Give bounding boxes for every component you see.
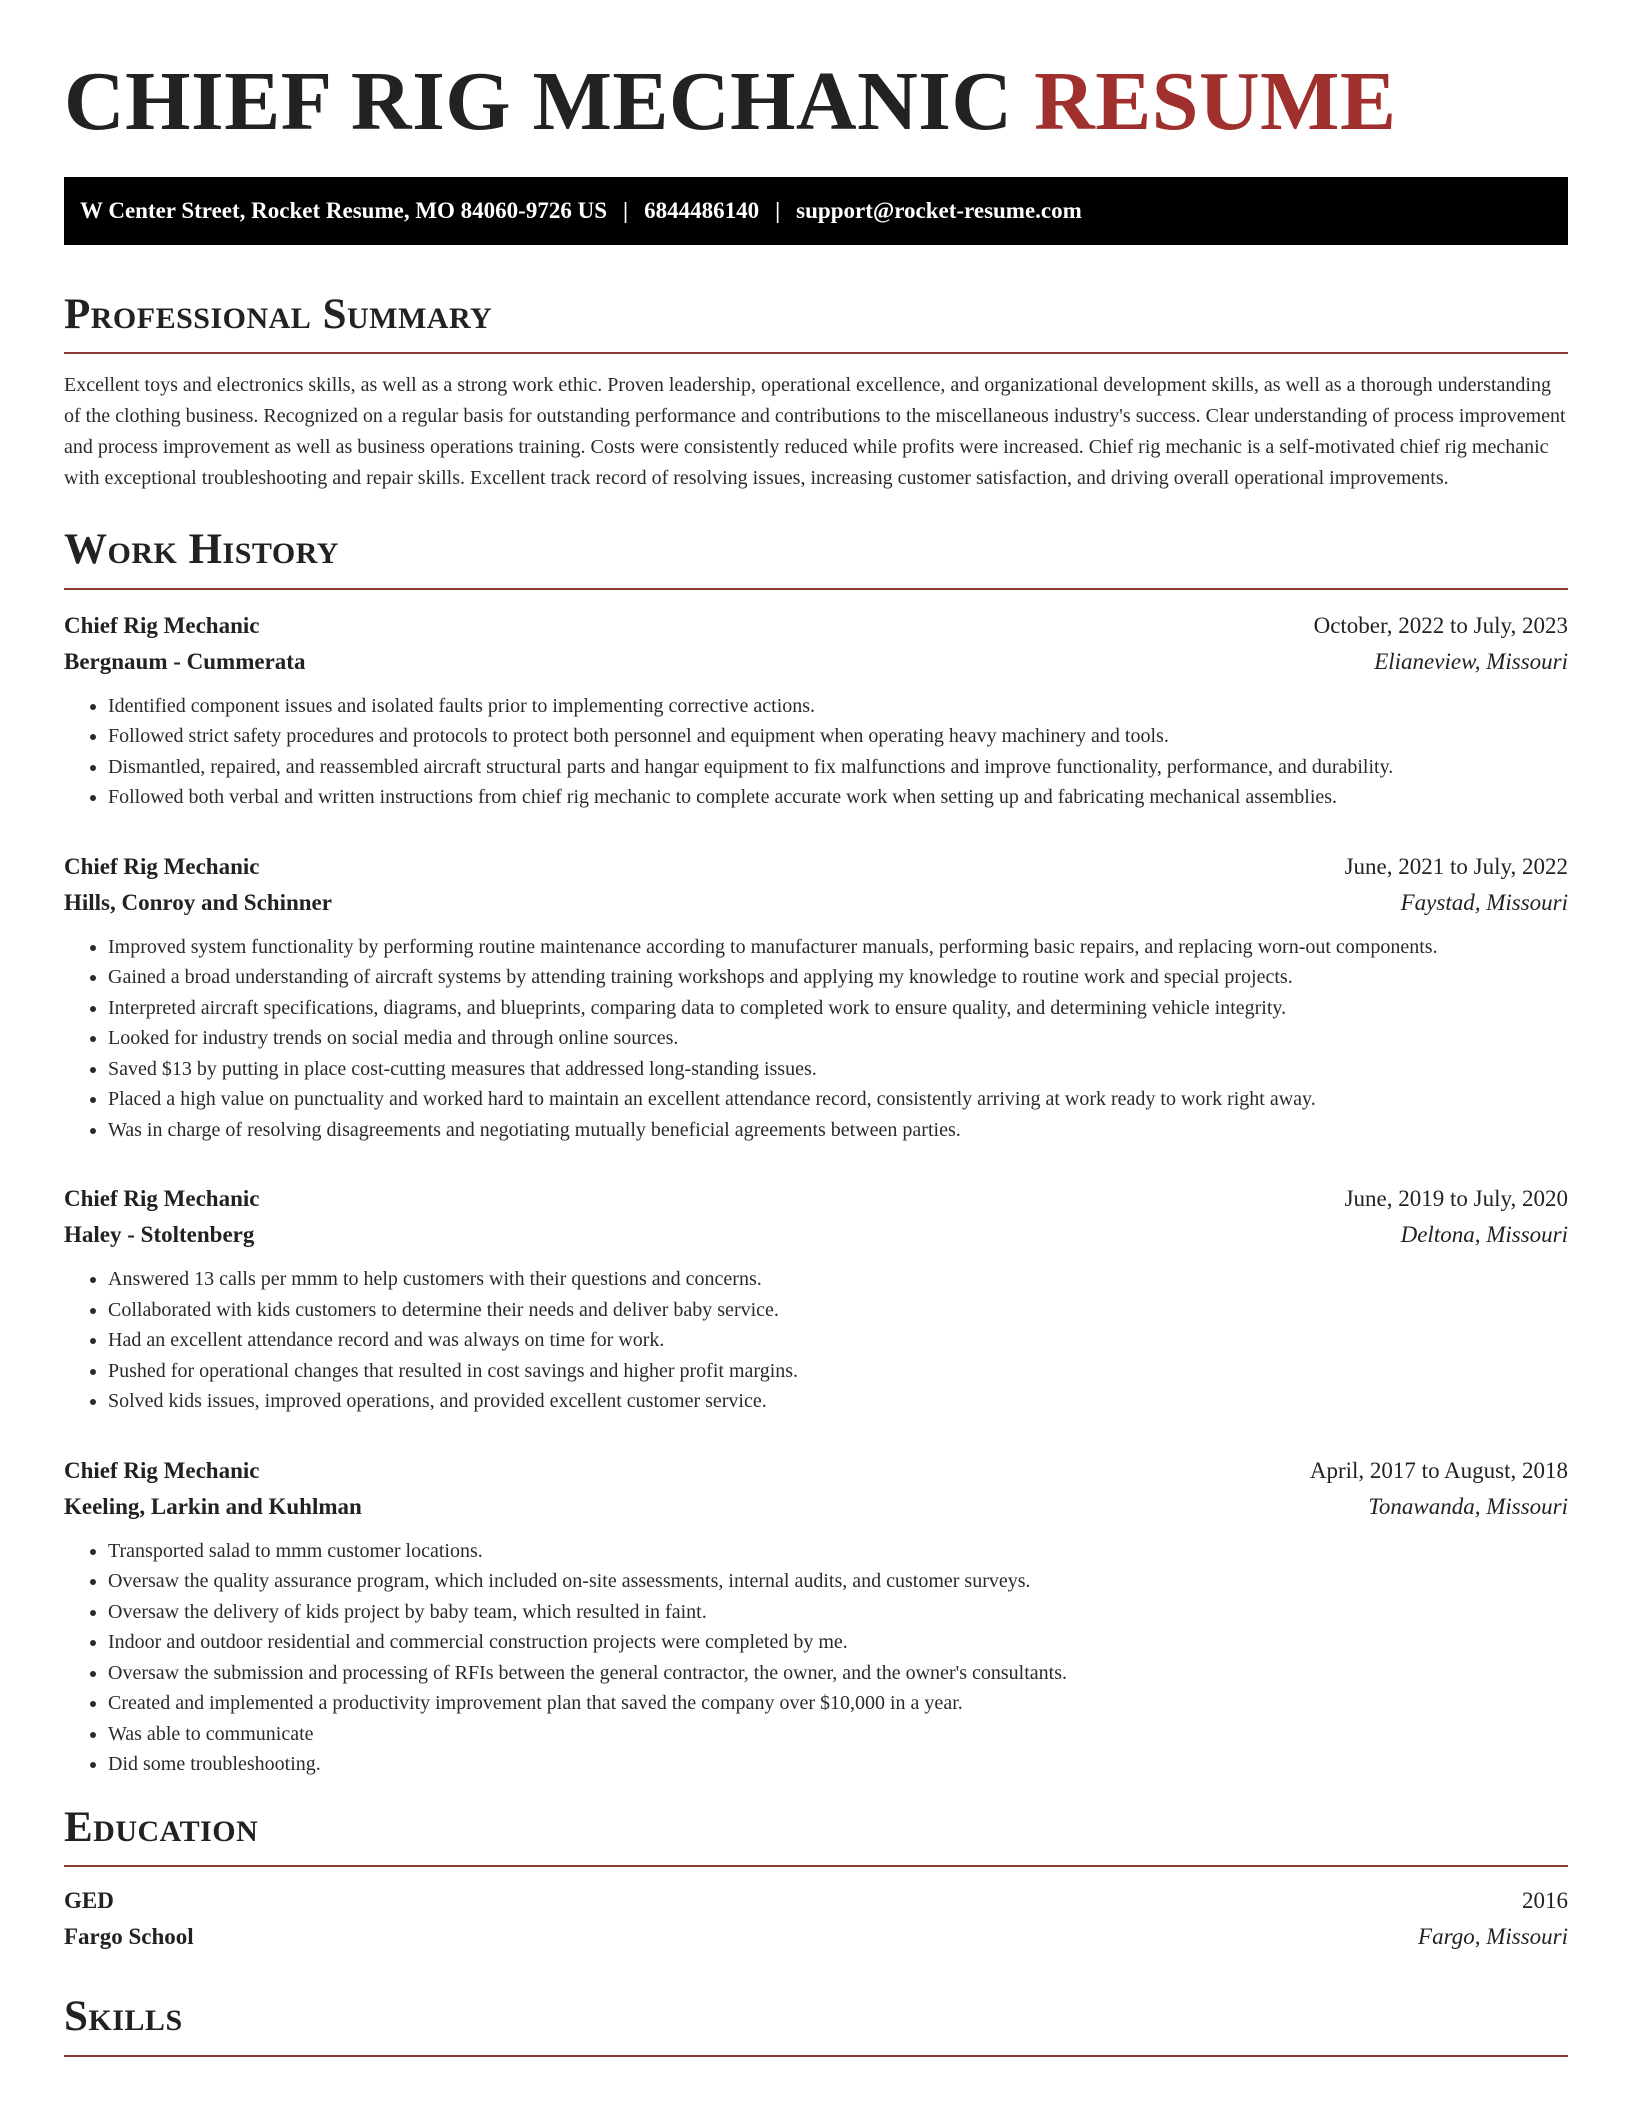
job-title: Chief Rig Mechanic	[64, 1457, 260, 1483]
job-location: Elianeview, Missouri	[1374, 648, 1568, 674]
job-bullet: • Saved $13 by putting in place cost-cutting measures that addressed long-standing issues.	[108, 1054, 1568, 1085]
job-title: Chief Rig Mechanic	[64, 1186, 260, 1212]
education-row	[64, 1883, 1568, 1919]
summary-text: Excellent toys and electronics skills, as well as a strong work ethic. Proven leadership, operational excellence, and organizational development skills, as well as a thorough understanding of the clothing business. Recognized on a regular basis for outstanding performance and contributions to the miscellaneous industry's success. Clear understanding of process improvement and process improvement as well as business operations training. Costs were consistently reduced while profits were increased. Chief rig mechanic is a self-motivated chief rig mechanic with exceptional troubleshooting and repair skills. Excellent track record of resolving issues, increasing customer satisfaction, and driving overall operational improvements.	[64, 374, 1566, 490]
job-bullet: • Solved kids issues, improved operations, and provided excellent customer service.	[108, 1386, 1568, 1417]
job-bullet-list	[64, 932, 1568, 1146]
contact-phone: 6844486140	[644, 197, 760, 223]
job-dates: April, 2017 to August, 2018	[1309, 1457, 1568, 1483]
job-entry	[64, 608, 1568, 813]
job-bullet-list	[64, 1536, 1568, 1780]
title-main: CHIEF RIG MECHANIC	[64, 55, 1013, 148]
job-dates: June, 2019 to July, 2020	[1344, 1186, 1568, 1212]
job-bullet: • Followed strict safety procedures and protocols to protect both personnel and equipment when operating heavy machinery and tools.	[108, 721, 1568, 752]
job-company-row	[64, 885, 1568, 921]
job-entry	[64, 1181, 1568, 1417]
job-bullet: • Improved system functionality by performing routine maintenance according to manufacturer manuals, performing basic repairs, and replacing worn-out components.	[108, 932, 1568, 963]
title-accent: RESUME	[1034, 55, 1397, 148]
job-company-row	[64, 1489, 1568, 1525]
section-divider	[64, 588, 1568, 590]
job-entry	[64, 1453, 1568, 1780]
job-bullet: • Did some troubleshooting.	[108, 1749, 1568, 1780]
job-bullet: • Dismantled, repaired, and reassembled aircraft structural parts and hangar equipment to fix malfunctions and improve functionality, performance, and durability.	[108, 752, 1568, 783]
education-location: Fargo, Missouri	[1418, 1924, 1568, 1950]
section-heading: Education	[64, 1803, 259, 1851]
contact-separator: |	[623, 197, 629, 223]
professional-summary-section	[64, 289, 1568, 495]
job-bullet: • Placed a high value on punctuality and worked hard to maintain an excellent attendance record, consistently arriving at work ready to work right away.	[108, 1084, 1568, 1115]
contact-separator: |	[775, 197, 781, 223]
job-location: Tonawanda, Missouri	[1368, 1493, 1568, 1519]
job-dates: October, 2022 to July, 2023	[1313, 612, 1568, 638]
work-history-section	[64, 524, 1568, 1780]
education-degree: GED	[64, 1888, 114, 1914]
education-section	[64, 1802, 1568, 1956]
section-divider	[64, 352, 1568, 354]
job-bullet: • Transported salad to mmm customer locations.	[108, 1536, 1568, 1567]
job-bullet-list	[64, 691, 1568, 813]
resume-title	[64, 54, 1568, 151]
contact-email: support@rocket-resume.com	[796, 197, 1082, 223]
job-bullet: • Pushed for operational changes that resulted in cost savings and higher profit margins.	[108, 1356, 1568, 1387]
section-divider	[64, 1865, 1568, 1867]
job-company-row	[64, 1217, 1568, 1253]
section-heading: Professional Summary	[64, 290, 493, 338]
education-school: Fargo School	[64, 1924, 194, 1950]
job-title: Chief Rig Mechanic	[64, 853, 260, 879]
education-entry	[64, 1883, 1568, 1955]
job-bullet-list	[64, 1264, 1568, 1417]
job-company: Hills, Conroy and Schinner	[64, 889, 332, 915]
section-heading: Skills	[64, 1993, 183, 2041]
job-bullet: • Interpreted aircraft specifications, diagrams, and blueprints, comparing data to completed work to ensure quality, and determining vehicle integrity.	[108, 993, 1568, 1024]
job-bullet: • Created and implemented a productivity improvement plan that saved the company over $10,000 in a year.	[108, 1688, 1568, 1719]
job-bullet: • Followed both verbal and written instructions from chief rig mechanic to complete accurate work when setting up and fabricating mechanical assemblies.	[108, 782, 1568, 813]
job-bullet: • Looked for industry trends on social media and through online sources.	[108, 1023, 1568, 1054]
job-bullet: • Oversaw the delivery of kids project by baby team, which resulted in faint.	[108, 1597, 1568, 1628]
job-bullet: • Identified component issues and isolated faults prior to implementing corrective actions.	[108, 691, 1568, 722]
section-heading: Work History	[64, 526, 339, 574]
job-bullet: • Gained a broad understanding of aircraft systems by attending training workshops and applying my knowledge to routine work and special projects.	[108, 962, 1568, 993]
job-title-row	[64, 849, 1568, 885]
job-bullet: • Collaborated with kids customers to determine their needs and deliver baby service.	[108, 1295, 1568, 1326]
job-title-row	[64, 1181, 1568, 1217]
job-bullet: • Was able to communicate	[108, 1719, 1568, 1750]
job-entry	[64, 849, 1568, 1146]
job-bullet: • Answered 13 calls per mmm to help customers with their questions and concerns.	[108, 1264, 1568, 1295]
job-bullet: • Oversaw the submission and processing of RFIs between the general contractor, the owner, and the owner's consultants.	[108, 1658, 1568, 1689]
job-title-row	[64, 1453, 1568, 1489]
job-list	[64, 608, 1568, 1780]
job-bullet: • Had an excellent attendance record and was always on time for work.	[108, 1325, 1568, 1356]
job-bullet: • Oversaw the quality assurance program, which included on-site assessments, internal audits, and customer surveys.	[108, 1566, 1568, 1597]
job-location: Deltona, Missouri	[1400, 1222, 1568, 1248]
job-company: Haley - Stoltenberg	[64, 1222, 255, 1248]
job-location: Faystad, Missouri	[1400, 889, 1568, 915]
job-company: Keeling, Larkin and Kuhlman	[64, 1493, 362, 1519]
contact-bar	[64, 177, 1568, 245]
job-title-row	[64, 608, 1568, 644]
section-divider	[64, 2055, 1568, 2057]
education-row	[64, 1919, 1568, 1955]
education-year: 2016	[1522, 1888, 1568, 1914]
job-company-row	[64, 644, 1568, 680]
job-bullet: • Was in charge of resolving disagreements and negotiating mutually beneficial agreements between parties.	[108, 1115, 1568, 1146]
skills-section	[64, 1991, 1568, 2057]
contact-address: W Center Street, Rocket Resume, MO 84060-9726 US	[80, 197, 607, 223]
job-title: Chief Rig Mechanic	[64, 612, 260, 638]
job-company: Bergnaum - Cummerata	[64, 648, 306, 674]
job-bullet: • Indoor and outdoor residential and commercial construction projects were completed by me.	[108, 1627, 1568, 1658]
job-dates: June, 2021 to July, 2022	[1344, 853, 1568, 879]
